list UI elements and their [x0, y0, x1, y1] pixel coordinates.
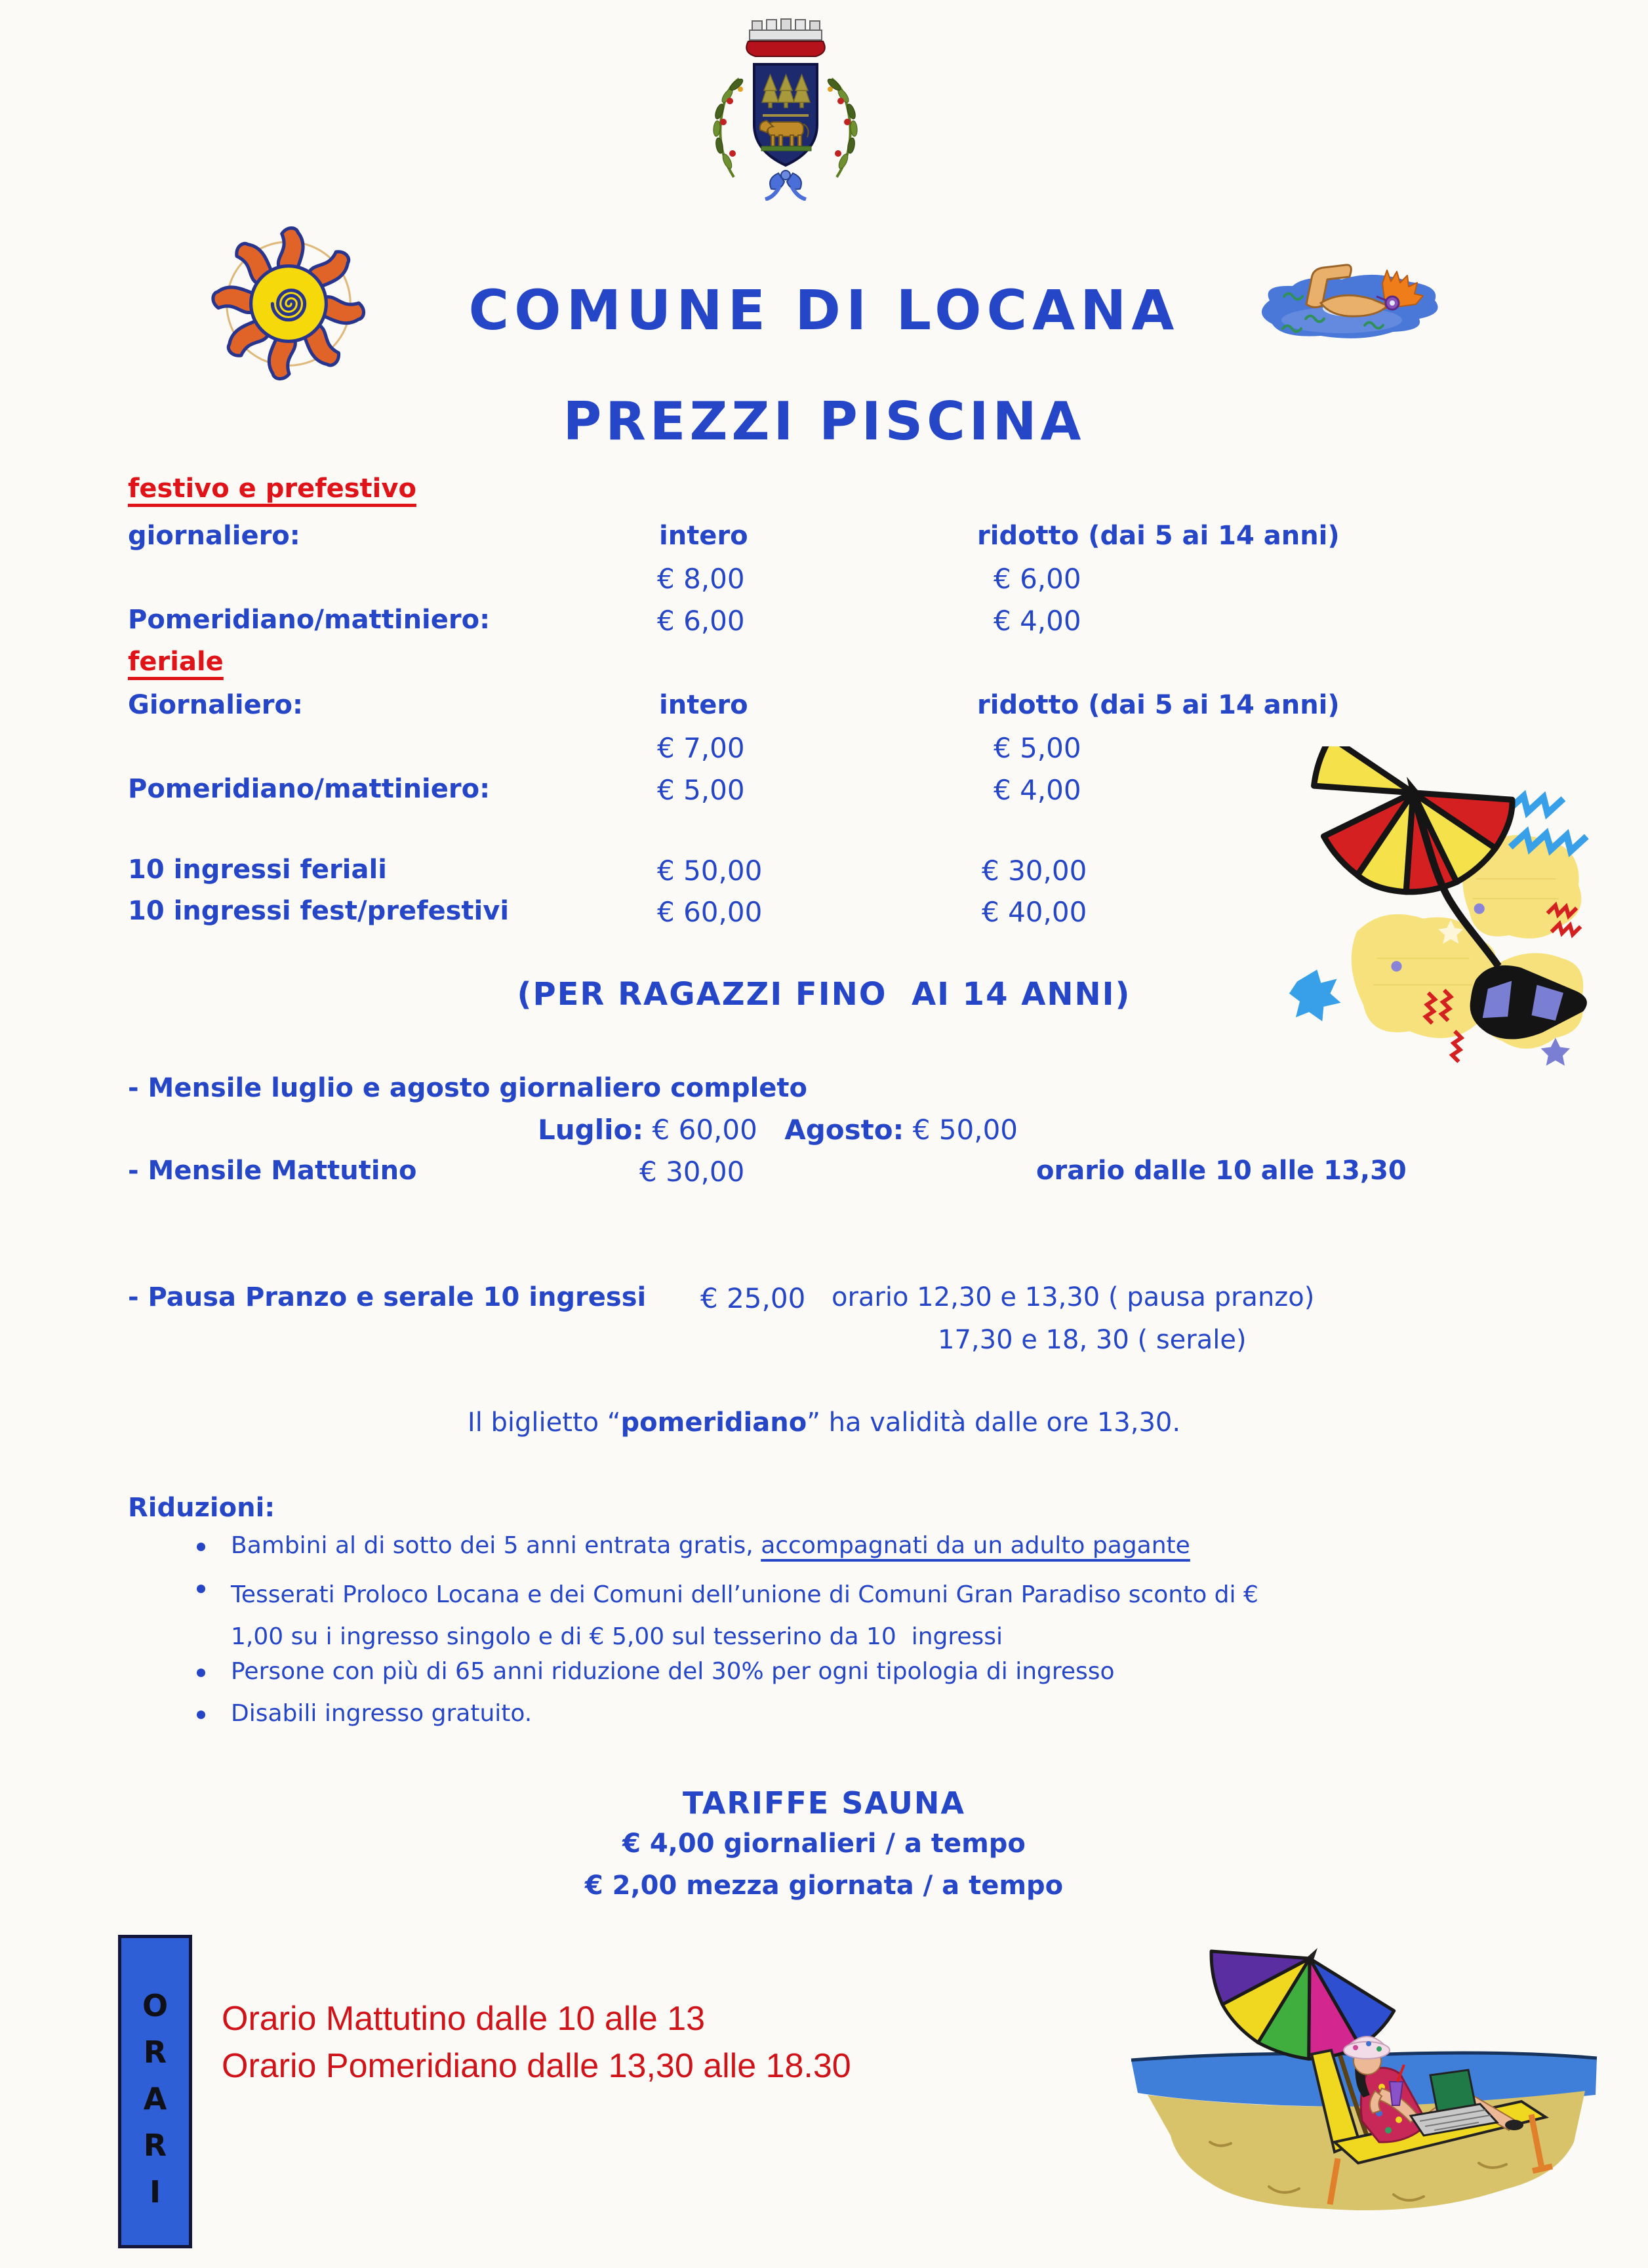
riduzioni-item-2-line2: 1,00 su i ingresso singolo e di € 5,00 sul tesserino da 10 ingressi	[231, 1623, 1003, 1650]
pausa-hours-serale: 17,30 e 18, 30 ( serale)	[938, 1325, 1247, 1355]
ragazzi-note-text: (PER RAGAZZI FINO AI 14 ANNI)	[517, 976, 1131, 1013]
sauna-line-1-row	[0, 1829, 1648, 1859]
agosto-label: Agosto:	[784, 1114, 904, 1146]
festivo-col-ridotto: ridotto (dai 5 ai 14 anni)	[977, 521, 1340, 551]
biglietto-note-highlight: pomeridiano	[620, 1407, 807, 1438]
carnet-festivi-ridotto: € 40,00	[982, 896, 1087, 928]
festivo-pomeridiano-label: Pomeridiano/mattiniero:	[128, 605, 491, 635]
bullet-dot-icon	[197, 1711, 205, 1719]
feriale-heading: feriale	[128, 647, 224, 677]
sauna-line-2-row	[0, 1871, 1648, 1901]
feriale-pomeridiano-ridotto: € 4,00	[994, 774, 1081, 806]
beach-umbrella-sunglasses-icon	[1276, 746, 1590, 1078]
mensile-mattutino-hours: orario dalle 10 alle 13,30	[1036, 1156, 1407, 1186]
mensile-completo-detail	[538, 1114, 1018, 1146]
sauna-heading: TARIFFE SAUNA	[683, 1785, 965, 1821]
festivo-giornaliero-intero: € 8,00	[657, 563, 745, 595]
riduzioni-item-1-text: Bambini al di sotto dei 5 anni entrata gratis,	[231, 1532, 761, 1559]
orario-mattutino-line: Orario Mattutino dalle 10 alle 13	[222, 2000, 706, 2038]
orari-letter: I	[149, 2174, 161, 2210]
sauna-line-1: € 4,00 giornalieri / a tempo	[622, 1829, 1026, 1859]
carnet-feriali-ridotto: € 30,00	[982, 855, 1087, 887]
carnet-festivi-intero: € 60,00	[657, 896, 763, 928]
riduzioni-heading: Riduzioni:	[128, 1493, 275, 1523]
comune-locana-coat-of-arms-icon	[692, 17, 879, 201]
carnet-feriali-label: 10 ingressi feriali	[128, 855, 387, 885]
festivo-col-intero: intero	[659, 521, 748, 551]
riduzioni-item-1-underlined: accompagnati da un adulto pagante	[761, 1532, 1190, 1559]
riduzioni-item-2	[231, 1574, 1258, 1658]
sauna-heading-row	[0, 1785, 1648, 1821]
orario-pomeridiano-line: Orario Pomeridiano dalle 13,30 alle 18.30	[222, 2047, 851, 2085]
orari-letter: O	[142, 1988, 169, 2023]
feriale-pomeridiano-intero: € 5,00	[657, 774, 745, 806]
riduzioni-item-4: Disabili ingresso gratuito.	[231, 1700, 533, 1727]
page-subtitle	[0, 391, 1648, 452]
bullet-dot-icon	[197, 1585, 205, 1593]
mensile-completo-label: - Mensile luglio e agosto giornaliero completo	[128, 1073, 808, 1103]
carnet-festivi-label: 10 ingressi fest/prefestivi	[128, 896, 510, 926]
festivo-pomeridiano-intero: € 6,00	[657, 605, 745, 637]
feriale-giornaliero-label: Giornaliero:	[128, 690, 303, 720]
pausa-hours: orario 12,30 e 13,30 ( pausa pranzo)	[832, 1282, 1315, 1312]
feriale-giornaliero-ridotto: € 5,00	[994, 732, 1081, 764]
luglio-label: Luglio:	[538, 1114, 644, 1146]
biglietto-note-prefix: Il biglietto “	[467, 1407, 621, 1438]
mensile-mattutino-label: - Mensile Mattutino	[128, 1156, 417, 1186]
mensile-mattutino-price: € 30,00	[639, 1156, 745, 1188]
agosto-value: € 50,00	[912, 1114, 1018, 1146]
carnet-feriali-intero: € 50,00	[657, 855, 763, 887]
riduzioni-item-1	[231, 1532, 1190, 1559]
pausa-label: - Pausa Pranzo e serale 10 ingressi	[128, 1282, 647, 1312]
orari-letter: R	[143, 2035, 167, 2070]
orari-letter: A	[143, 2081, 167, 2116]
page-title-text: COMUNE DI LOCANA	[468, 278, 1180, 342]
woman-on-beach-lounger-icon	[1108, 1926, 1613, 2234]
pausa-price: € 25,00	[700, 1282, 806, 1314]
ragazzi-note	[0, 976, 1648, 1013]
feriale-giornaliero-intero: € 7,00	[657, 732, 745, 764]
orari-letter: R	[143, 2128, 167, 2163]
page-subtitle-text: PREZZI PISCINA	[563, 391, 1085, 452]
sauna-line-2: € 2,00 mezza giornata / a tempo	[584, 1871, 1064, 1901]
feriale-col-ridotto: ridotto (dai 5 ai 14 anni)	[977, 690, 1340, 720]
page-title	[0, 278, 1648, 342]
feriale-pomeridiano-label: Pomeridiano/mattiniero:	[128, 774, 491, 804]
festivo-giornaliero-ridotto: € 6,00	[994, 563, 1081, 595]
riduzioni-item-3: Persone con più di 65 anni riduzione del 30% per ogni tipologia di ingresso	[231, 1658, 1115, 1685]
crown	[746, 19, 825, 56]
bullet-dot-icon	[197, 1543, 205, 1551]
luglio-value: € 60,00	[652, 1114, 757, 1146]
festivo-pomeridiano-ridotto: € 4,00	[994, 605, 1081, 637]
festivo-heading: festivo e prefestivo	[128, 474, 416, 504]
biglietto-note-suffix: ” ha validità dalle ore 13,30.	[807, 1407, 1181, 1438]
riduzioni-item-2-line1: Tesserati Proloco Locana e dei Comuni dell’unione di Comuni Gran Paradiso sconto di €	[231, 1581, 1258, 1608]
feriale-col-intero: intero	[659, 690, 748, 720]
orari-box	[118, 1935, 192, 2248]
festivo-giornaliero-label: giornaliero:	[128, 521, 300, 551]
biglietto-note	[0, 1407, 1648, 1438]
bullet-dot-icon	[197, 1669, 205, 1677]
